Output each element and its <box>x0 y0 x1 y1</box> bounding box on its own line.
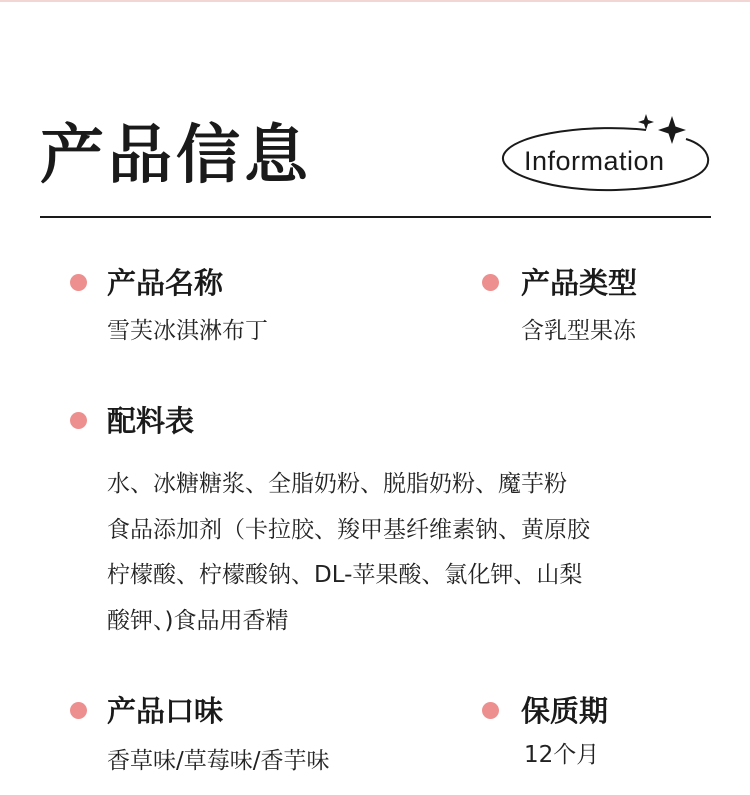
flavor-heading: 产品口味 <box>107 694 224 728</box>
top-border <box>0 0 750 2</box>
ingredients-heading: 配料表 <box>107 404 195 438</box>
ingredients-line: 水、冰糖糖浆、全脂奶粉、脱脂奶粉、魔芋粉 <box>107 471 567 497</box>
bullet-dot <box>70 702 87 719</box>
type-heading: 产品类型 <box>521 266 638 300</box>
shelf-life-heading: 保质期 <box>521 694 609 728</box>
bullet-dot <box>482 702 499 719</box>
sparkle-small-icon <box>638 114 654 130</box>
flavor-value: 香草味/草莓味/香芋味 <box>107 748 330 774</box>
ingredients-line: 酸钾、)食品用香精 <box>107 607 289 634</box>
title-divider <box>40 216 711 218</box>
page-title: 产品信息 <box>40 119 312 193</box>
ingredients-list <box>107 462 590 644</box>
bullet-dot <box>70 412 87 429</box>
ingredients-line: 柠檬酸、柠檬酸钠、DL-苹果酸、氯化钾、山梨 <box>107 562 583 588</box>
ingredients-line: 食品添加剂（卡拉胶、羧甲基纤维素钠、黄原胶 <box>107 516 590 543</box>
name-heading: 产品名称 <box>107 266 224 300</box>
badge-text: Information <box>524 146 665 176</box>
information-badge <box>496 112 716 202</box>
type-value: 含乳型果冻 <box>521 318 636 344</box>
name-value: 雪芙冰淇淋布丁 <box>107 318 268 344</box>
shelf-life-value: 12个月 <box>524 742 600 768</box>
bullet-dot <box>70 274 87 291</box>
sparkle-large-icon <box>658 116 686 144</box>
bullet-dot <box>482 274 499 291</box>
